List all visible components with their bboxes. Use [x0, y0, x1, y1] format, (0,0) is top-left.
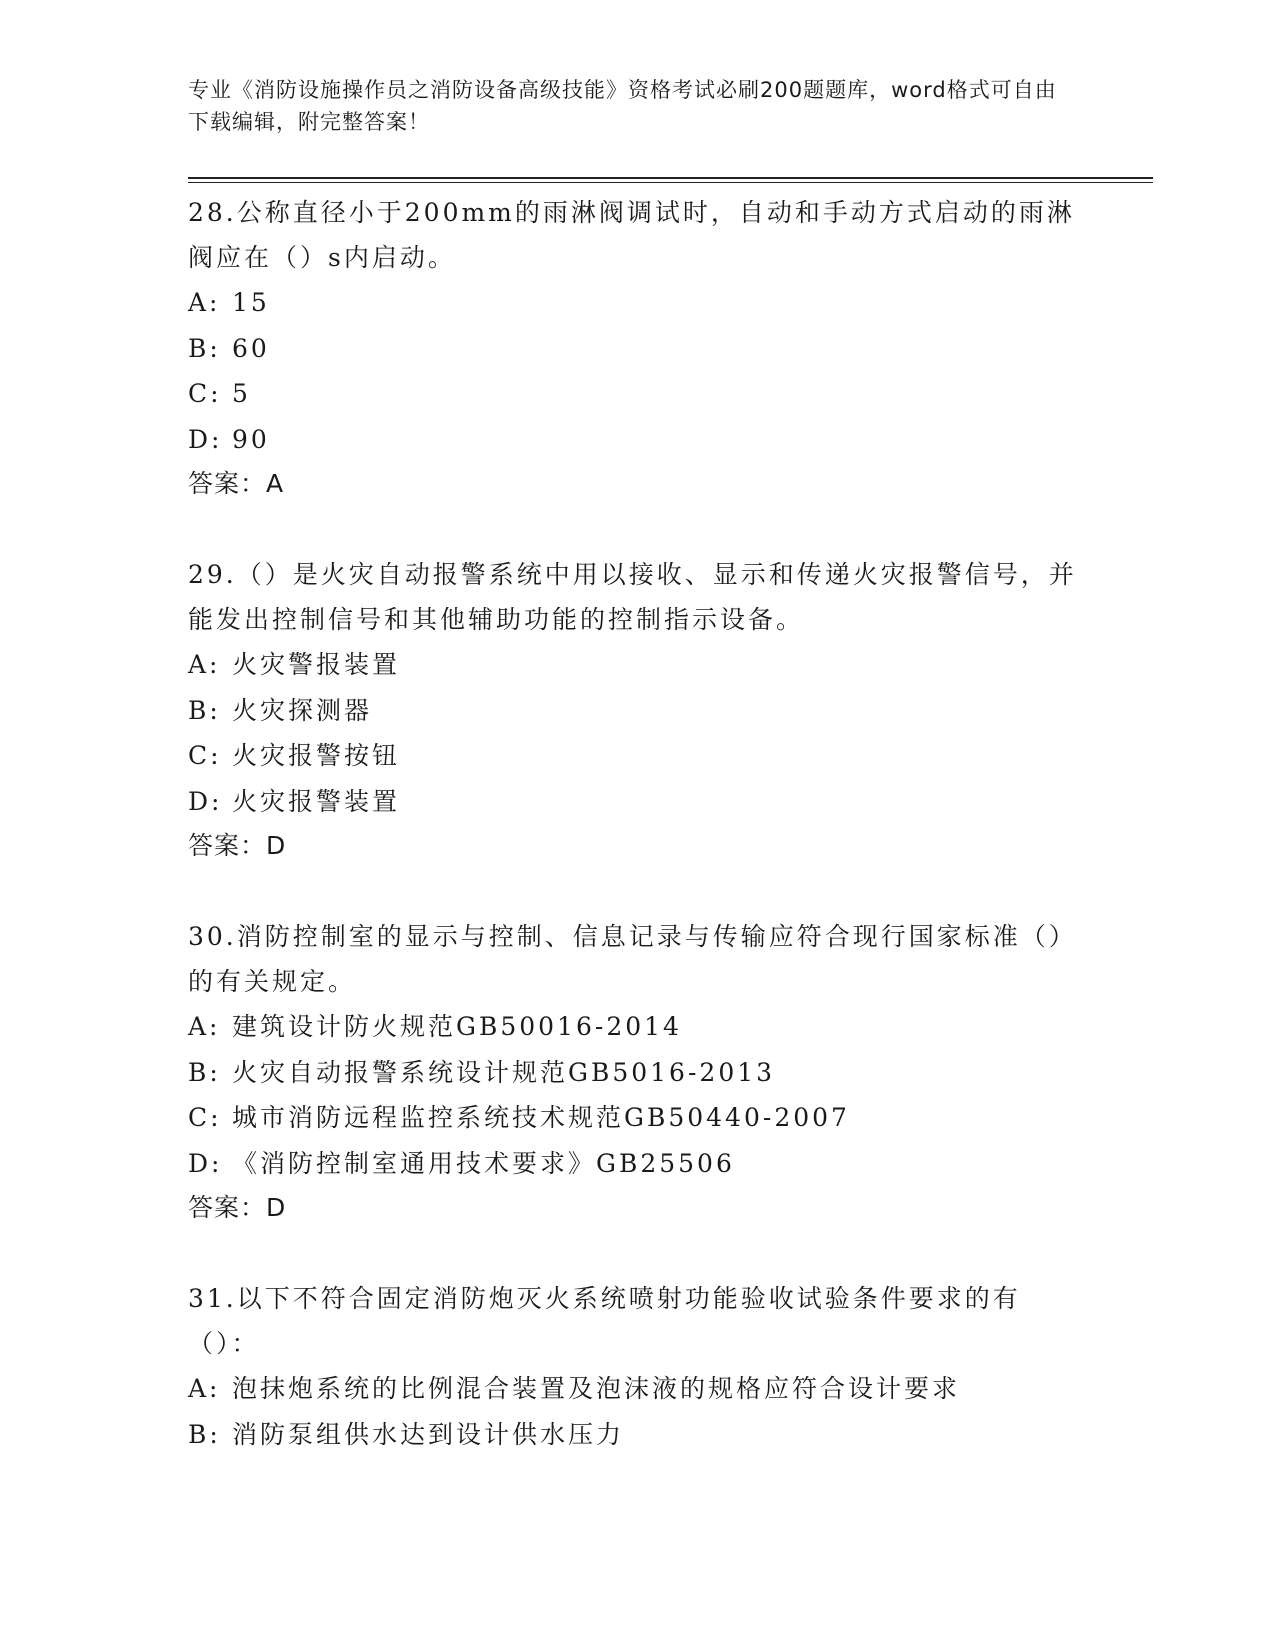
option-letter: B:: [188, 1057, 221, 1087]
option-text: 建筑设计防火规范GB50016-2014: [232, 1012, 682, 1041]
question-stem: 31.以下不符合固定消防炮灭火系统喷射功能验收试验条件要求的有（）：: [188, 1284, 1021, 1358]
option-text: 60: [232, 333, 270, 363]
document-header: 专业《消防设施操作员之消防设备高级技能》资格考试必刷200题题库，word格式可自由下载编辑，附完整答案！: [188, 78, 1057, 134]
option-text: 城市消防远程监控系统技术规范GB50440-2007: [232, 1103, 850, 1132]
option-c: [188, 1095, 1088, 1141]
option-letter: A:: [188, 1374, 221, 1403]
option-letter: A:: [188, 288, 221, 317]
question-stem: 28.公称直径小于200mm的雨淋阀调试时，自动和手动方式启动的雨淋阀应在（）s内启动。: [188, 198, 1075, 272]
option-b: [188, 326, 1088, 372]
question-31: [188, 1276, 1088, 1457]
option-c: [188, 371, 1088, 417]
option-text: 火灾自动报警系统设计规范GB5016-2013: [232, 1057, 776, 1087]
option-letter: B:: [188, 333, 221, 363]
question-28: [188, 190, 1088, 506]
option-b: [188, 688, 1088, 734]
option-letter: D:: [188, 786, 223, 816]
option-letter: A:: [188, 1012, 221, 1041]
option-text: 消防泵组供水达到设计供水压力: [232, 1419, 625, 1449]
option-letter: D:: [188, 1148, 223, 1178]
question-29: [188, 552, 1088, 868]
option-text: 火灾探测器: [232, 695, 373, 725]
option-text: 《消防控制室通用技术要求》GB25506: [232, 1148, 735, 1178]
question-30: [188, 914, 1088, 1230]
option-letter: C:: [188, 379, 222, 408]
option-text: 90: [232, 424, 270, 454]
option-letter: C:: [188, 1103, 222, 1132]
option-text: 15: [232, 288, 270, 317]
option-letter: B:: [188, 1419, 221, 1449]
option-a: [188, 642, 1088, 688]
option-text: 泡抹炮系统的比例混合装置及泡沫液的规格应符合设计要求: [232, 1374, 961, 1403]
header-divider: [188, 177, 1153, 179]
option-d: [188, 779, 1088, 825]
option-a: [188, 1366, 1088, 1412]
option-letter: A:: [188, 650, 221, 679]
option-text: 5: [232, 379, 251, 408]
option-d: [188, 1141, 1088, 1187]
answer-line: 答案：D: [188, 1193, 287, 1222]
question-list: [188, 190, 1088, 1503]
option-letter: D:: [188, 424, 223, 454]
option-a: [188, 280, 1088, 326]
option-letter: C:: [188, 741, 222, 770]
option-a: [188, 1004, 1088, 1050]
option-text: 火灾警报装置: [232, 650, 401, 679]
option-letter: B:: [188, 695, 221, 725]
option-text: 火灾报警装置: [232, 786, 401, 816]
option-b: [188, 1412, 1088, 1458]
option-c: [188, 733, 1088, 779]
question-stem: 29.（）是火灾自动报警系统中用以接收、显示和传递火灾报警信号，并能发出控制信号和其他辅助功能的控制指示设备。: [188, 560, 1077, 634]
header-divider-thin: [188, 182, 1153, 183]
answer-line: 答案：D: [188, 831, 287, 860]
answer-line: 答案：A: [188, 469, 285, 498]
option-b: [188, 1050, 1088, 1096]
question-stem: 30.消防控制室的显示与控制、信息记录与传输应符合现行国家标准（）的有关规定。: [188, 922, 1077, 996]
option-text: 火灾报警按钮: [232, 741, 401, 770]
option-d: [188, 417, 1088, 463]
